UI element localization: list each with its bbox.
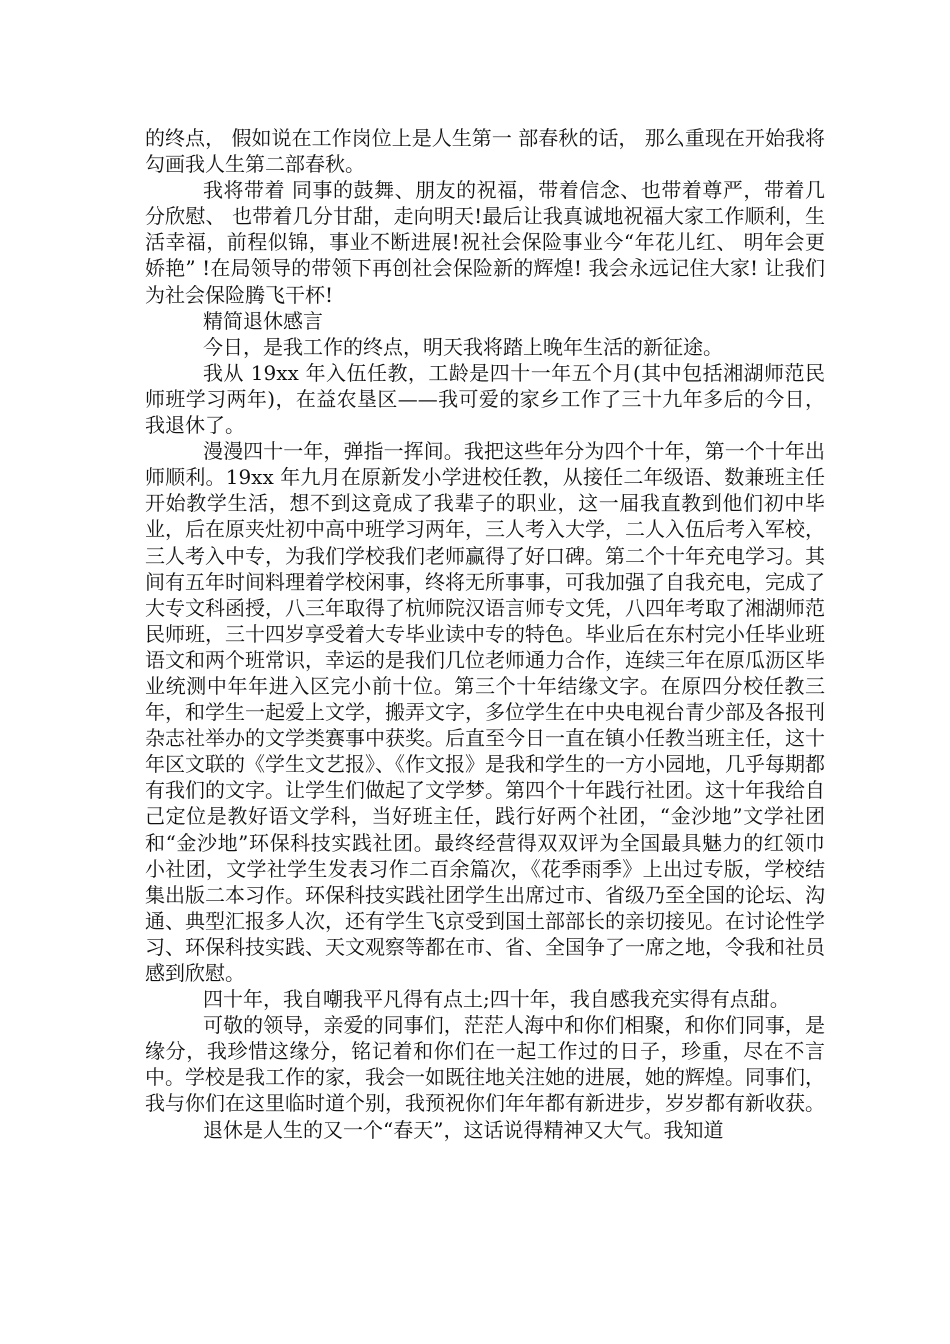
paragraph-intro: 今日，是我工作的终点，明天我将踏上晚年生活的新征途。 [203, 334, 723, 359]
document-body [145, 125, 825, 1143]
paragraph-career-summary: 我从 19xx 年入伍任教，工龄是四十一年五个月(其中包括湘湖师范民师班学习两年)，在益农垦区——我可爱的家乡工作了三十九年多后的今日，我退休了。 [145, 360, 825, 438]
paragraph-continuation: 的终点， 假如说在工作岗位上是人生第一 部春秋的话， 那么重现在开始我将勾画我人生第二部春秋。 [145, 126, 825, 177]
paragraph-reflection: 四十年，我自嘲我平凡得有点土;四十年，我自感我充实得有点甜。 [203, 987, 790, 1012]
paragraph-four-decades: 漫漫四十一年，弹指一挥间。我把这些年分为四个十年，第一个十年出师顺利。19xx 年九月在原新发小学进校任教，从接任二年级语、数兼班主任开始教学生活，想不到这竟成了我辈子的职业，这一届我直教到他们初中毕业，后在原夹灶初中高中班学习两年，三人考入大学，二人入伍后考入军校，三人考入中专，为我们学校我们老师赢得了好口碑。第二个十年充电学习。其间有五年时间料理着学校闲事，终将无所事事，可我加强了自我充电，完成了大专文科函授，八三年取得了杭师院汉语言师专文凭，八四年考取了湘湖师范民师班，三十四岁享受着大专毕业读中专的特色。毕业后在东村完小任毕业班语文和两个班常识，幸运的是我们几位老师通力合作，连续三年在原瓜沥区毕业统测中年年进入区完小前十位。第三个十年结缘文字。在原四分校任教三年，和学生一起爱上文学，搬弄文字，多位学生在中央电视台青少部及各报刊杂志社举办的文学类赛事中获奖。后直至今日一直在镇小任教当班主任，这十年区文联的《学生文艺报》、《作文报》是我和学生的一方小园地，几乎每期都有我们的文字。让学生们做起了文学梦。第四个十年践行社团。这十年我给自己定位是教好语文学科，当好班主任，践行好两个社团，“金沙地”文学社团和“金沙地”环保科技实践社团。最终经营得双双评为全国最具魅力的红领巾小社团，文学社学生发表习作二百余篇次，《花季雨季》上出过专版，学校结集出版二本习作。环保科技实践社团学生出席过市、省级乃至全国的论坛、沟通、典型汇报多人次，还有学生飞京受到国土部部长的亲切接见。在讨论性学习、环保科技实践、天文观察等都在市、省、全国争了一席之地，令我和社员感到欣慰。 [145, 439, 825, 985]
section-heading: 精简退休感言 [203, 308, 323, 333]
paragraph-thanks-colleagues: 可敬的领导，亲爱的同事们，茫茫人海中和你们相聚，和你们同事，是缘分，我珍惜这缘分，铭记着和你们在一起工作过的日子，珍重，尽在不言中。学校是我工作的家，我会一如既往地关注她的进展，她的辉煌。同事们，我与你们在这里临时道个别，我预祝你们年年都有新进步，岁岁都有新收获。 [145, 1013, 825, 1116]
paragraph-retirement-spring: 退休是人生的又一个“春天”，这话说得精神又大气。我知道 [203, 1117, 724, 1142]
paragraph-farewell-wishes: 我将带着 同事的鼓舞、朋友的祝福，带着信念、也带着尊严，带着几分欣慰、 也带着几分甘甜，走向明天!最后让我真诚地祝福大家工作顺利，生 活幸福，前程似锦，事业不断进展!祝社会保险事业今“年花儿红、 明年会更娇艳” !在局领导的带领下再创社会保险新的辉煌! 我会永远记住大家! 让我们为社会保险腾飞干杯! [145, 178, 825, 307]
